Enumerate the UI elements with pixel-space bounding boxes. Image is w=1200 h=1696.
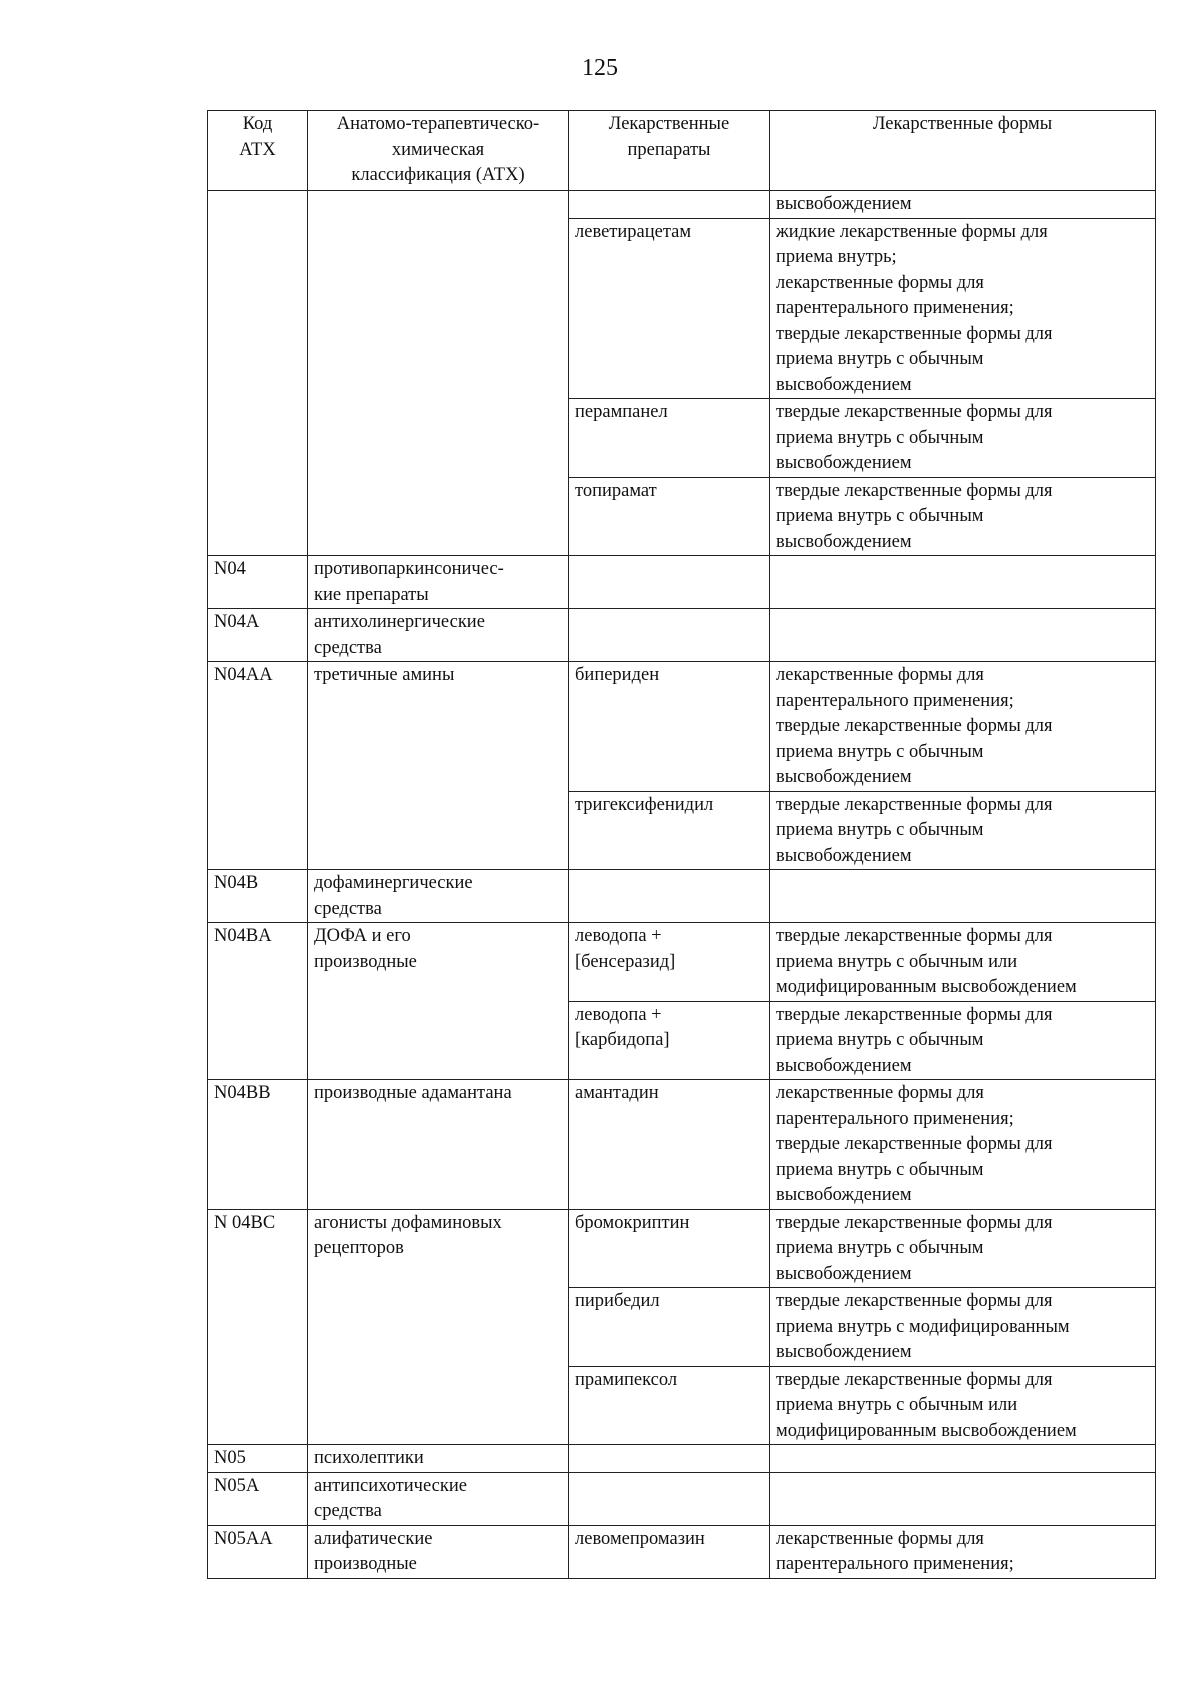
cell-line: [карбидопа]	[575, 1030, 670, 1050]
table-row	[208, 609, 1156, 662]
dosage-forms-cell	[770, 1525, 1156, 1578]
cell-line: приема внутрь с обычным	[776, 1030, 984, 1050]
classification-cell	[308, 556, 569, 609]
cell-line: производные адамантана	[314, 1083, 512, 1103]
dosage-forms-cell	[770, 1472, 1156, 1525]
dosage-forms-cell	[770, 218, 1156, 399]
atx-code-cell	[208, 1445, 308, 1473]
cell-line: твердые лекарственные формы для	[776, 1004, 1053, 1025]
cell-line: средства	[314, 637, 382, 658]
header-line: Лекарственные	[608, 114, 730, 134]
cell-line: высвобождением	[776, 767, 912, 787]
cell-line: высвобождением	[776, 194, 912, 214]
cell-line: приема внутрь с обычным или	[776, 951, 1018, 972]
atx-code-cell	[208, 1209, 308, 1445]
dosage-forms-cell	[770, 870, 1156, 923]
cell-line: N05AA	[214, 1528, 273, 1549]
cell-line: модифицированным высвобождением	[776, 1420, 1077, 1441]
header-line: Код	[242, 114, 273, 134]
table-row	[208, 1209, 1156, 1288]
cell-line: высвобождением	[776, 1055, 912, 1076]
atx-classification-table	[207, 110, 1156, 1579]
cell-line: приема внутрь с обычным	[776, 1159, 984, 1180]
cell-line: перампанел	[575, 402, 668, 422]
cell-line: рецепторов	[314, 1238, 404, 1258]
cell-line: N04A	[214, 612, 260, 632]
cell-line: лекарственные формы для	[776, 1528, 984, 1549]
header-dosage-forms	[770, 111, 1156, 191]
cell-line: высвобождением	[776, 1185, 912, 1205]
cell-line: N04B	[214, 873, 259, 893]
cell-line: агонисты дофаминовых	[314, 1212, 502, 1233]
cell-line: высвобождением	[776, 1342, 912, 1362]
cell-line: лекарственные формы для	[776, 665, 984, 685]
table-row	[208, 1445, 1156, 1473]
dosage-forms-cell	[770, 923, 1156, 1002]
cell-line: высвобождением	[776, 1263, 912, 1284]
atx-code-cell	[208, 1080, 308, 1210]
table-row	[208, 1080, 1156, 1210]
page-number: 125	[582, 55, 618, 81]
classification-cell	[308, 870, 569, 923]
table-row	[208, 870, 1156, 923]
header-line: классификация (АТХ)	[351, 165, 525, 185]
cell-line: приема внутрь с обычным	[776, 1238, 984, 1258]
cell-line: амантадин	[575, 1083, 659, 1103]
classification-cell	[308, 1472, 569, 1525]
atx-code-cell	[208, 1472, 308, 1525]
cell-line: дофаминергические	[314, 873, 473, 893]
classification-cell	[308, 1209, 569, 1445]
header-row	[208, 111, 1156, 191]
cell-line: твердые лекарственные формы для	[776, 480, 1053, 501]
classification-cell	[308, 662, 569, 870]
classification-cell	[308, 609, 569, 662]
cell-line: приема внутрь с обычным	[776, 506, 984, 526]
drug-cell	[569, 923, 770, 1002]
drug-cell	[569, 556, 770, 609]
atx-code-cell	[208, 1525, 308, 1578]
cell-line: парентерального применения;	[776, 1108, 1014, 1129]
classification-cell	[308, 923, 569, 1080]
drug-cell	[569, 1472, 770, 1525]
cell-line: N04	[214, 559, 246, 579]
dosage-forms-cell	[770, 1001, 1156, 1080]
drug-cell	[569, 1288, 770, 1367]
dosage-forms-cell	[770, 1209, 1156, 1288]
classification-cell	[308, 1525, 569, 1578]
cell-line: N05A	[214, 1475, 260, 1496]
drug-cell	[569, 1366, 770, 1445]
table-row	[208, 923, 1156, 1002]
classification-cell	[308, 191, 569, 556]
cell-line: высвобождением	[776, 845, 912, 866]
cell-line: леводопа +	[575, 926, 662, 946]
cell-line: модифицированным высвобождением	[776, 977, 1077, 997]
cell-line: левомепромазин	[575, 1528, 705, 1549]
drug-cell	[569, 662, 770, 792]
cell-line: твердые лекарственные формы для	[776, 1369, 1053, 1390]
cell-line: N04BA	[214, 926, 272, 946]
drug-cell	[569, 1209, 770, 1288]
cell-line: топирамат	[575, 480, 657, 501]
cell-line: высвобождением	[776, 453, 912, 473]
header-line: химическая	[391, 139, 485, 160]
dosage-forms-cell	[770, 609, 1156, 662]
drug-cell	[569, 1080, 770, 1210]
drug-cell	[569, 399, 770, 478]
cell-line: твердые лекарственные формы для	[776, 1134, 1053, 1154]
dosage-forms-cell	[770, 662, 1156, 792]
cell-line: прамипексол	[575, 1369, 678, 1390]
dosage-forms-cell	[770, 791, 1156, 870]
cell-line: [бенсеразид]	[575, 951, 676, 972]
cell-line: твердые лекарственные формы для	[776, 323, 1053, 344]
atx-code-cell	[208, 609, 308, 662]
cell-line: твердые лекарственные формы для	[776, 402, 1053, 422]
dosage-forms-cell	[770, 1366, 1156, 1445]
cell-line: третичные амины	[314, 665, 455, 685]
cell-line: леветирацетам	[575, 221, 692, 242]
cell-line: приема внутрь с обычным	[776, 427, 984, 448]
drug-cell	[569, 870, 770, 923]
header-classification	[308, 111, 569, 191]
drug-cell	[569, 1001, 770, 1080]
header-code	[208, 111, 308, 191]
cell-line: твердые лекарственные формы для	[776, 1291, 1053, 1311]
cell-line: бромокриптин	[575, 1212, 690, 1233]
atx-code-cell	[208, 870, 308, 923]
cell-line: тригексифенидил	[575, 794, 714, 815]
cell-line: приема внутрь с обычным или	[776, 1395, 1018, 1415]
table-row	[208, 556, 1156, 609]
cell-line: антихолинергические	[314, 612, 485, 632]
header-line: АТХ	[239, 139, 276, 160]
header-line: Анатомо-терапевтическо-	[336, 114, 540, 134]
cell-line: твердые лекарственные формы для	[776, 716, 1053, 736]
dosage-forms-cell	[770, 399, 1156, 478]
cell-line: ДОФА и его	[314, 926, 411, 946]
cell-line: твердые лекарственные формы для	[776, 1212, 1053, 1233]
header-line: Лекарственные формы	[872, 114, 1053, 134]
cell-line: высвобождением	[776, 374, 912, 395]
table-row	[208, 662, 1156, 792]
drug-cell	[569, 1445, 770, 1473]
atx-code-cell	[208, 662, 308, 870]
drug-cell	[569, 1525, 770, 1578]
table-row	[208, 191, 1156, 219]
table-row	[208, 1472, 1156, 1525]
table-header	[208, 111, 1156, 191]
cell-line: парентерального применения;	[776, 298, 1014, 318]
cell-line: средства	[314, 1501, 382, 1521]
cell-line: приема внутрь с обычным	[776, 741, 984, 762]
cell-line: алифатические	[314, 1528, 433, 1549]
atx-code-cell	[208, 923, 308, 1080]
cell-line: высвобождением	[776, 531, 912, 552]
dosage-forms-cell	[770, 191, 1156, 219]
cell-line: N04AA	[214, 665, 273, 685]
dosage-forms-cell	[770, 477, 1156, 556]
cell-line: N 04BC	[214, 1212, 276, 1233]
dosage-forms-cell	[770, 556, 1156, 609]
cell-line: приема внутрь с обычным	[776, 349, 984, 369]
classification-cell	[308, 1445, 569, 1473]
cell-line: средства	[314, 898, 382, 919]
drug-cell	[569, 477, 770, 556]
drug-cell	[569, 609, 770, 662]
cell-line: парентерального применения;	[776, 1554, 1014, 1574]
cell-line: приема внутрь;	[776, 247, 897, 267]
dosage-forms-cell	[770, 1445, 1156, 1473]
cell-line: твердые лекарственные формы для	[776, 794, 1053, 815]
cell-line: парентерального применения;	[776, 690, 1014, 711]
cell-line: жидкие лекарственные формы для	[776, 221, 1048, 242]
header-drugs	[569, 111, 770, 191]
cell-line: N05	[214, 1448, 246, 1468]
classification-cell	[308, 1080, 569, 1210]
table-row	[208, 1525, 1156, 1578]
dosage-forms-cell	[770, 1080, 1156, 1210]
cell-line: антипсихотические	[314, 1475, 467, 1496]
atx-code-cell	[208, 556, 308, 609]
cell-line: производные	[314, 1554, 417, 1574]
drug-cell	[569, 218, 770, 399]
cell-line: кие препараты	[314, 584, 429, 605]
cell-line: противопаркинсоничес-	[314, 559, 504, 579]
cell-line: твердые лекарственные формы для	[776, 926, 1053, 946]
drug-cell	[569, 191, 770, 219]
cell-line: бипериден	[575, 665, 660, 685]
cell-line: лекарственные формы для	[776, 272, 984, 293]
cell-line: производные	[314, 951, 417, 972]
cell-line: приема внутрь с модифицированным	[776, 1316, 1070, 1337]
cell-line: N04BB	[214, 1083, 271, 1103]
table-body	[208, 191, 1156, 1579]
cell-line: лекарственные формы для	[776, 1083, 984, 1103]
cell-line: психолептики	[314, 1448, 424, 1468]
cell-line: леводопа +	[575, 1004, 662, 1025]
atx-code-cell	[208, 191, 308, 556]
dosage-forms-cell	[770, 1288, 1156, 1367]
drug-cell	[569, 791, 770, 870]
header-line: препараты	[627, 139, 711, 160]
cell-line: пирибедил	[575, 1291, 660, 1311]
cell-line: приема внутрь с обычным	[776, 820, 984, 840]
